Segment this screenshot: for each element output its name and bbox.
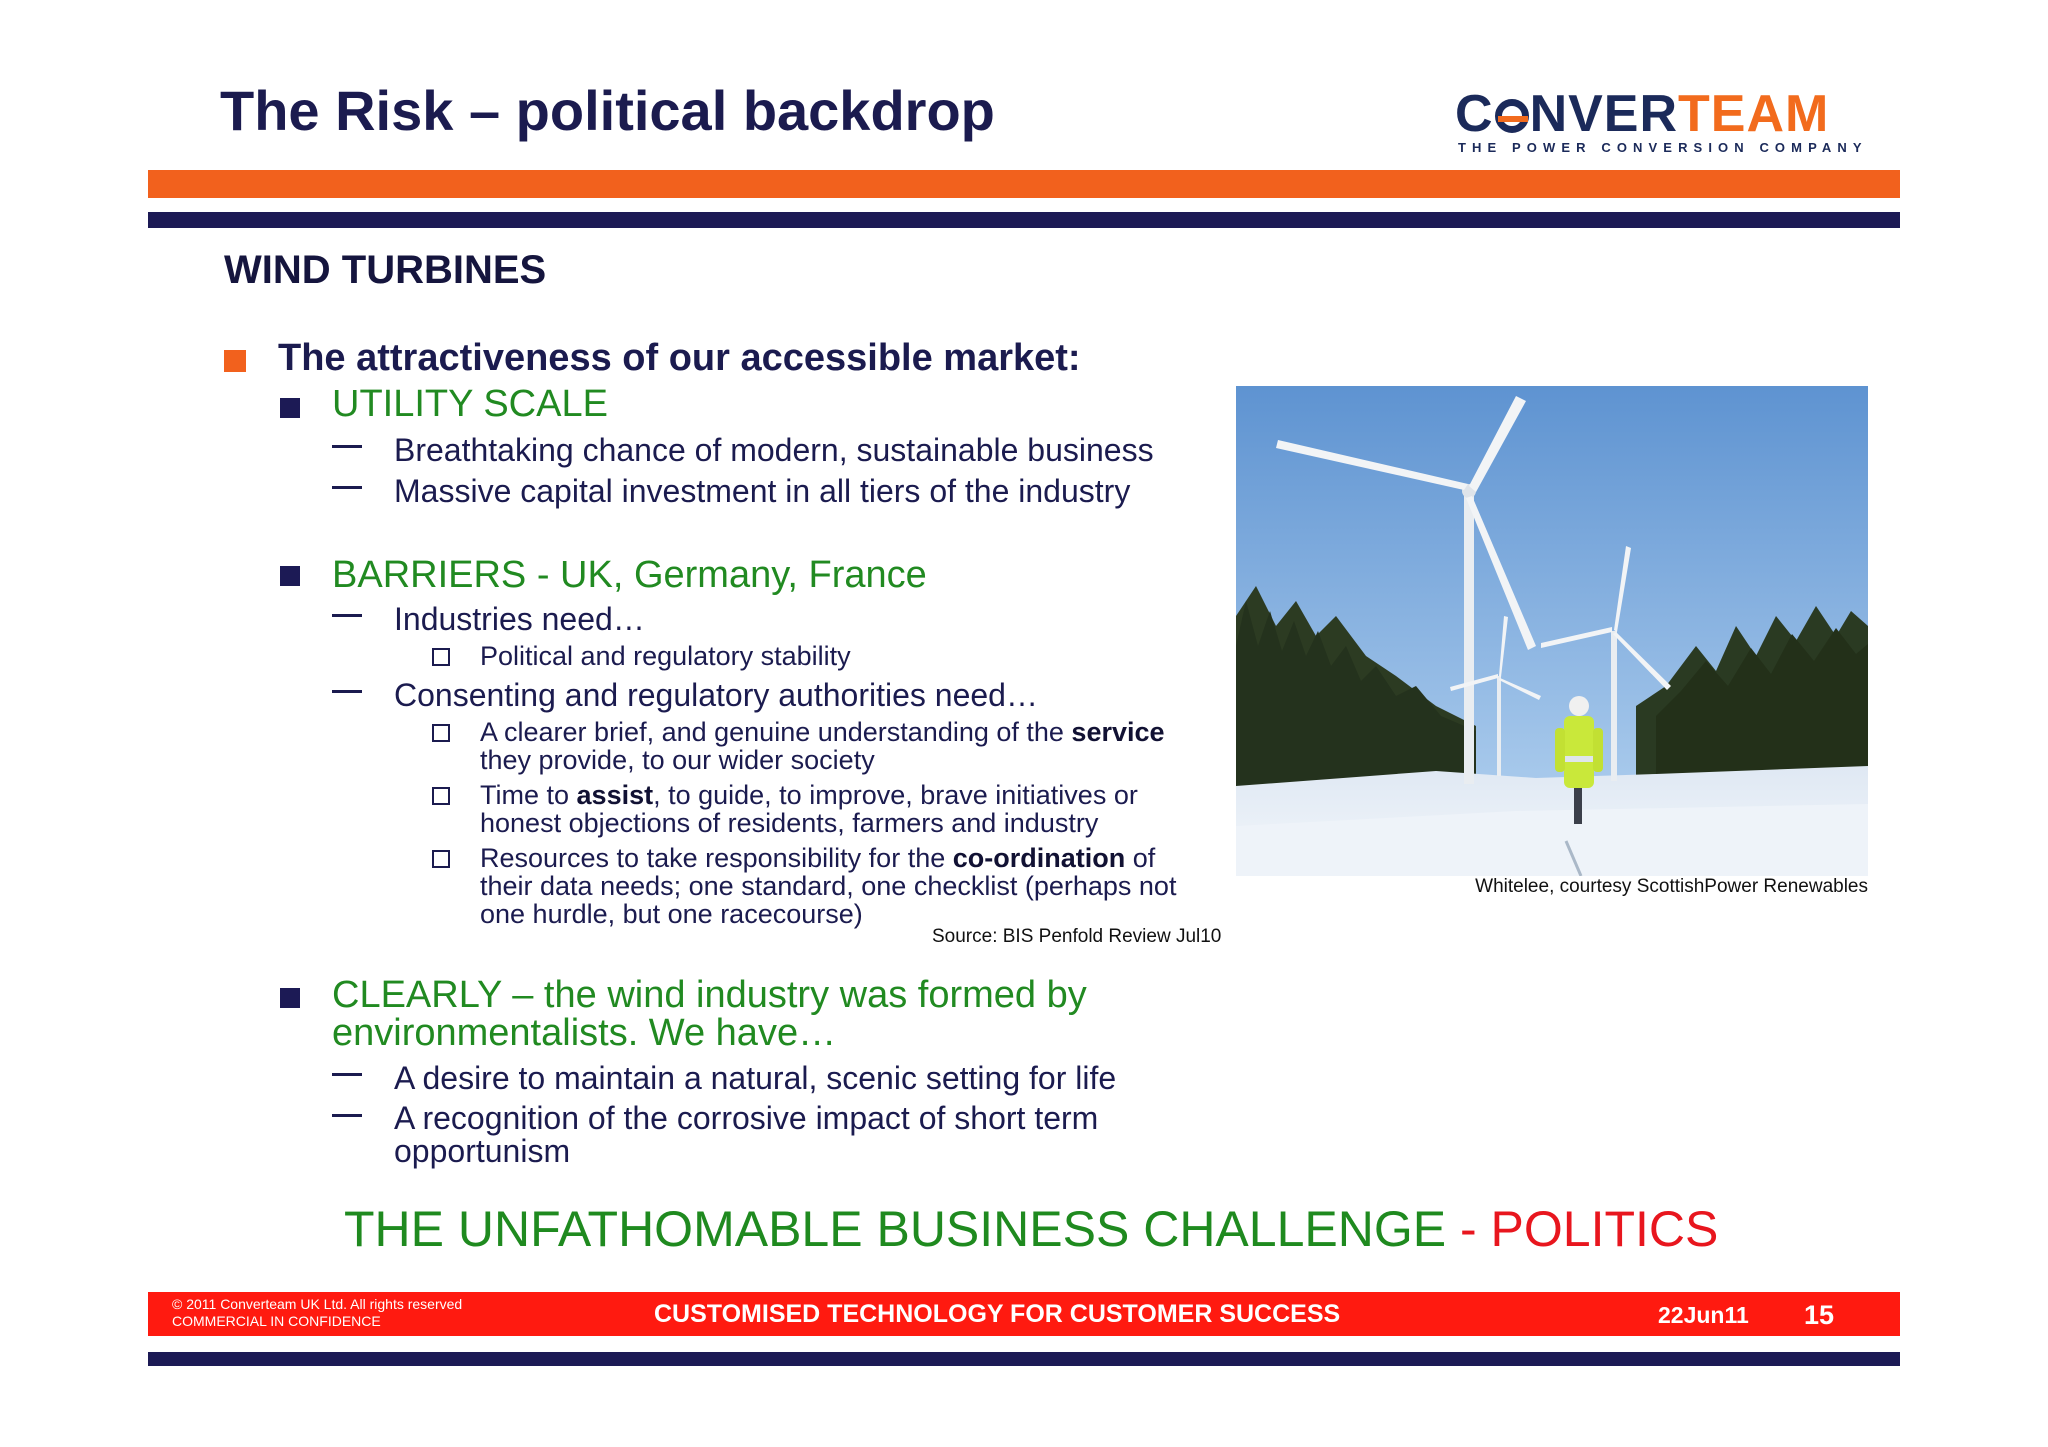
- bullet-icon: [224, 350, 246, 372]
- photo-caption: Whitelee, courtesy ScottishPower Renewables: [1475, 876, 1868, 897]
- bullet-icon: [280, 988, 300, 1008]
- authorities-item: Consenting and regulatory authorities need…: [394, 677, 1038, 713]
- dash-icon: [332, 614, 362, 617]
- clearly-item: A recognition of the corrosive impact of short term opportunism: [394, 1100, 1099, 1169]
- header-orange-bar: [148, 170, 1900, 198]
- checkbox-icon: [432, 724, 450, 742]
- copyright-notice: © 2011 Converteam UK Ltd. All rights reserved COMMERCIAL IN CONFIDENCE: [172, 1296, 463, 1329]
- page-title: The Risk – political backdrop: [220, 79, 995, 142]
- bullet-icon: [280, 566, 300, 586]
- checkbox-icon: [432, 648, 450, 666]
- dash-icon: [332, 486, 362, 489]
- clearly-item: A desire to maintain a natural, scenic setting for life: [394, 1060, 1117, 1096]
- section-heading: WIND TURBINES: [224, 248, 547, 292]
- dash-icon: [332, 1073, 362, 1076]
- footer-slogan: CUSTOMISED TECHNOLOGY FOR CUSTOMER SUCCESS: [654, 1300, 1341, 1328]
- industries-item: Industries need…: [394, 601, 645, 637]
- dash-icon: [332, 445, 362, 448]
- logo-wordmark: C NVERTEAM: [1455, 85, 1830, 143]
- footer-navy-bar: [148, 1352, 1900, 1366]
- footer-date: 22Jun11: [1658, 1302, 1749, 1328]
- authority-need: Time to assist, to guide, to improve, brave initiatives or honest objections of residents, farmers and industry: [480, 780, 1138, 838]
- checkbox-icon: [432, 850, 450, 868]
- barriers-heading: BARRIERS - UK, Germany, France: [332, 554, 927, 596]
- clearly-heading: CLEARLY – the wind industry was formed by environmentalists. We have…: [332, 974, 1087, 1054]
- logo-tagline: THE POWER CONVERSION COMPANY: [1458, 140, 1868, 155]
- tagline: THE UNFATHOMABLE BUSINESS CHALLENGE - POLITICS: [344, 1201, 1719, 1257]
- dash-icon: [332, 1114, 362, 1117]
- utility-item: Breathtaking chance of modern, sustainable business: [394, 432, 1154, 468]
- wind-farm-photo: [1236, 386, 1868, 876]
- checkbox-icon: [432, 787, 450, 805]
- dash-icon: [332, 690, 362, 693]
- industries-need: Political and regulatory stability: [480, 641, 851, 671]
- page-number: 15: [1804, 1300, 1835, 1330]
- main-point: The attractiveness of our accessible market:: [278, 337, 1081, 379]
- bullet-icon: [280, 398, 300, 418]
- authority-need: A clearer brief, and genuine understanding of the service they provide, to our wider society: [480, 717, 1165, 775]
- authority-need: Resources to take responsibility for the co-ordination of their data needs; one standard, one checklist (perhaps not one hurdle, but one racecourse): [480, 843, 1177, 929]
- utility-heading: UTILITY SCALE: [332, 383, 608, 425]
- converteam-logo: [1455, 85, 1875, 158]
- source-note: Source: BIS Penfold Review Jul10: [932, 926, 1222, 947]
- utility-item: Massive capital investment in all tiers of the industry: [394, 473, 1131, 509]
- header-navy-bar: [148, 212, 1900, 228]
